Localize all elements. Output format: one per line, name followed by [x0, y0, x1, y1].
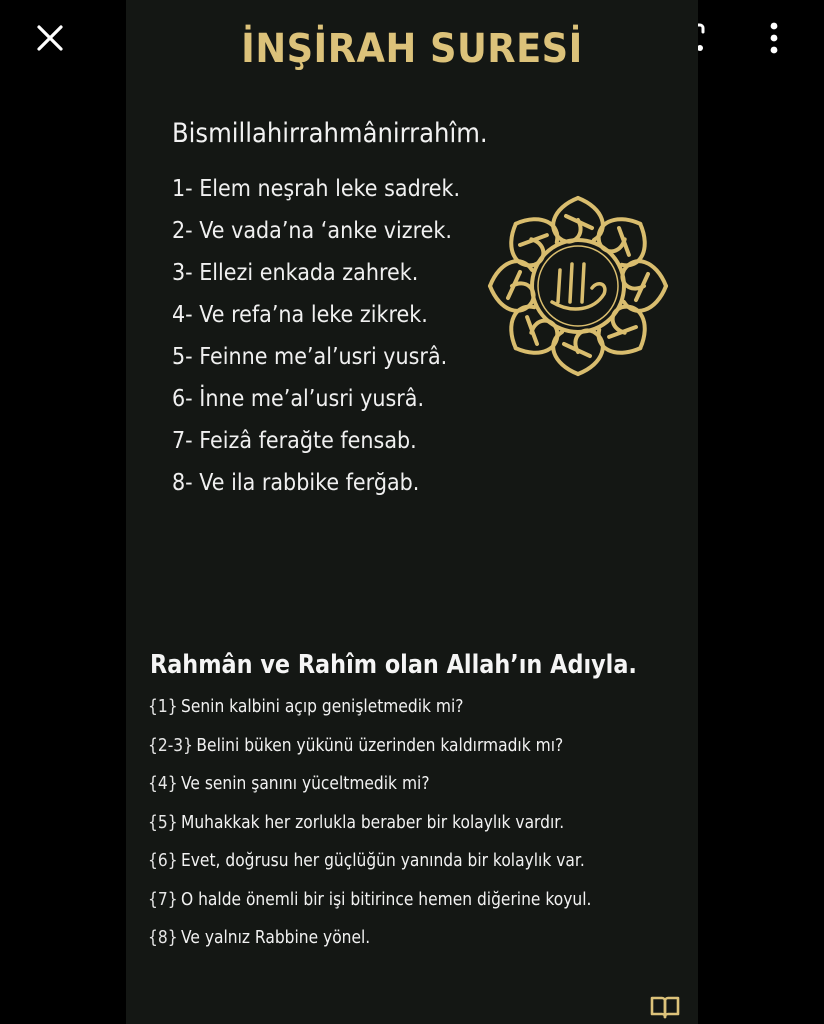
verse-item: 3- Ellezi enkada zahrek.	[172, 260, 419, 286]
meaning-number: {1}	[148, 696, 178, 717]
verse-list	[172, 168, 492, 504]
meaning-number: {2-3}	[148, 734, 193, 756]
meaning-item	[148, 881, 591, 920]
meaning-number: {6}	[148, 850, 178, 871]
verse-item: 4- Ve refa’na leke zikrek.	[172, 302, 428, 328]
verse-item: 2- Ve vada’na ‘anke vizrek.	[172, 218, 452, 244]
calligraphy-medallion-icon	[482, 190, 674, 382]
meaning-text: Belini büken yükünü üzerinden kaldırmadık mı?	[196, 734, 564, 756]
close-icon	[35, 23, 65, 53]
verse-item: 1- Elem neşrah leke sadrek.	[172, 176, 461, 202]
meaning-item	[148, 765, 591, 804]
meaning-item	[148, 688, 591, 727]
meaning-number: {5}	[148, 811, 178, 833]
close-button[interactable]	[26, 14, 74, 62]
meaning-item	[148, 919, 591, 958]
basmala-line: Bismillahirrahmânirrahîm.	[172, 118, 488, 149]
verse-item: 7- Feizâ ferağte fensab.	[172, 428, 417, 454]
meaning-text: Senin kalbini açıp genişletmedik mi?	[180, 696, 464, 717]
meaning-item	[148, 842, 591, 881]
meaning-text: Evet, doğrusu her güçlüğün yanında bir kolaylık var.	[180, 850, 585, 871]
meaning-text: Muhakkak her zorlukla beraber bir kolaylık vardır.	[180, 811, 565, 833]
meaning-number: {4}	[148, 773, 178, 794]
meaning-text: Ve yalnız Rabbine yönel.	[180, 927, 371, 948]
more-vertical-icon	[768, 21, 780, 55]
meaning-list	[148, 688, 664, 958]
surah-image[interactable]	[126, 0, 698, 1024]
meaning-text: O halde önemli bir işi bitirince hemen diğerine koyul.	[180, 888, 592, 910]
meaning-number: {8}	[148, 927, 178, 948]
meaning-item	[148, 804, 591, 843]
meaning-number: {7}	[148, 888, 178, 910]
surah-title: İNŞİRAH SURESİ	[241, 26, 583, 72]
open-book-icon[interactable]	[649, 994, 681, 1020]
verse-item: 6- İnne me’al’usri yusrâ.	[172, 386, 425, 412]
meaning-item	[148, 727, 591, 766]
meaning-title: Rahmân ve Rahîm olan Allah’ın Adıyla.	[150, 650, 637, 680]
verse-item: 8- Ve ila rabbike ferğab.	[172, 470, 420, 496]
more-options-button[interactable]	[750, 14, 798, 62]
verse-item: 5- Feinne me’al’usri yusrâ.	[172, 344, 448, 370]
meaning-text: Ve senin şanını yüceltmedik mi?	[180, 773, 430, 794]
